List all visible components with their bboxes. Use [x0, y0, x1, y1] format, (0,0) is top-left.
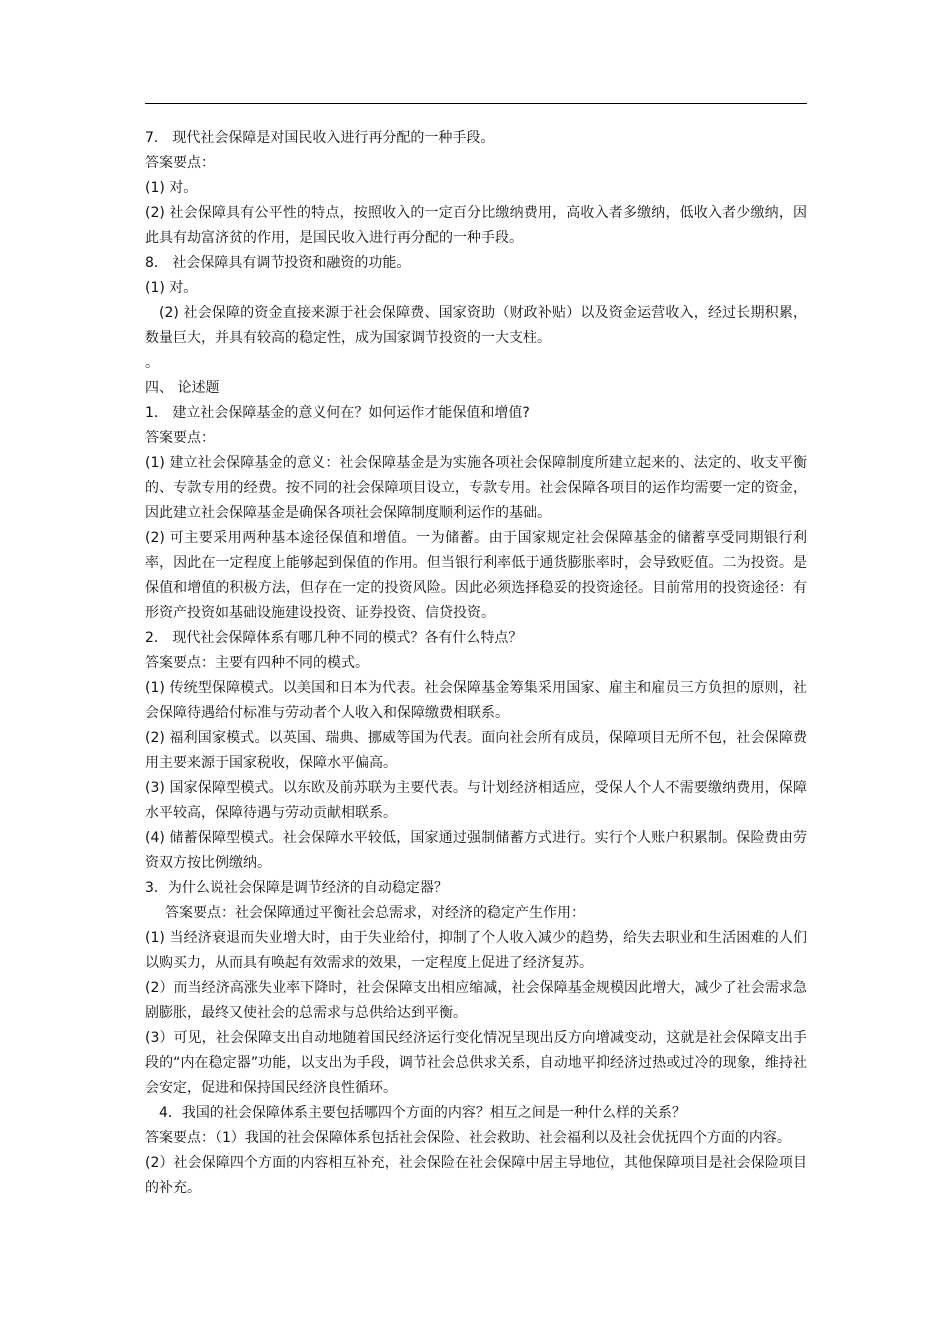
answer-point: (2) 社会保障具有公平性的特点，按照收入的一定百分比缴纳费用，高收入者多缴纳，低收入者少缴纳，因此具有劫富济贫的作用，是国民收入进行再分配的一种手段。 — [145, 205, 807, 246]
answer-point: (1) 传统型保障模式。以美国和日本为代表。社会保障基金筹集采用国家、雇主和雇员三方负担的原则，社会保障待遇给付标准与劳动者个人收入和保障缴费相联系。 — [145, 680, 807, 721]
section-heading: 四、 论述题 — [145, 380, 220, 396]
answer-point: (1) 当经济衰退而失业增大时，由于失业给付，抑制了个人收入减少的趋势，给失去职业和生活困难的人们以购买力，从而具有唤起有效需求的效果，一定程度上促进了经济复苏。 — [145, 930, 807, 971]
answer-point: (1) 建立社会保障基金的意义：社会保障基金是为实施各项社会保障制度所建立起来的、法定的、收支平衡的、专款专用的经费。按不同的社会保障项目设立，专款专用。社会保障各项目的运作均需要一定的资金，因此建立社会保障基金是确保各项社会保障制度顺利运作的基础。 — [145, 455, 807, 521]
answer-heading: 答案要点： — [145, 155, 215, 171]
answer-point: (2）而当经济高涨失业率下降时，社会保障支出相应缩减，社会保障基金规模因此增大，减少了社会需求急剧膨胀，最终又使社会的总需求与总供给达到平衡。 — [145, 980, 807, 1021]
answer-point: (4) 储蓄保障型模式。社会保障水平较低，国家通过强制储蓄方式进行。实行个人账户积累制。保险费由劳资双方按比例缴纳。 — [145, 830, 807, 871]
answer-heading: 答案要点： — [145, 430, 215, 446]
answer-point: (2) 福利国家模式。以英国、瑞典、挪威等国为代表。面向社会所有成员，保障项目无所不包，社会保障费用主要来源于国家税收，保障水平偏高。 — [145, 730, 807, 771]
answer-point: (1) 对。 — [145, 280, 198, 296]
answer-point: 答案要点：（1）我国的社会保障体系包括社会保险、社会救助、社会福利以及社会优抚四个方面的内容。 — [145, 1130, 791, 1146]
answer-point: (2) 可主要采用两种基本途径保值和增值。一为储蓄。由于国家规定社会保障基金的储蓄享受同期银行利率，因此在一定程度上能够起到保值的作用。但当银行利率低于通货膨胀率时，会导致贬值。二为投资。是保值和增值的积极方法，但存在一定的投资风险。因此必须选择稳妥的投资途径。目前常用的投资途径：有形资产投资如基础设施建设投资、证券投资、信贷投资。 — [145, 530, 807, 621]
essay-question-1: 1． 建立社会保障基金的意义何在？如何运作才能保值和增值? — [145, 405, 530, 421]
question-7: 7． 现代社会保障是对国民收入进行再分配的一种手段。 — [145, 130, 495, 146]
answer-heading: 答案要点：主要有四种不同的模式。 — [145, 655, 369, 671]
document-body — [145, 126, 807, 1201]
answer-point: (3）可见，社会保障支出自动地随着国民经济运行变化情况呈现出反方向增减变动，这就是社会保障支出手段的“内在稳定器”功能，以支出为手段，调节社会总供求关系，自动地平抑经济过热或过冷的现象，维持社会安定，促进和保持国民经济良性循环。 — [145, 1030, 807, 1096]
essay-question-3: 3．为什么说社会保障是调节经济的自动稳定器？ — [145, 880, 448, 896]
answer-heading: 答案要点：社会保障通过平衡社会总需求，对经济的稳定产生作用： — [165, 905, 585, 921]
essay-question-2: 2． 现代社会保障体系有哪几种不同的模式？各有什么特点？ — [145, 630, 523, 646]
answer-point: (2) 社会保障的资金直接来源于社会保障费、国家资助（财政补贴）以及资金运营收入，经过长期积累，数量巨大，并具有较高的稳定性，成为国家调节投资的一大支柱。 — [145, 305, 807, 346]
answer-point: (3) 国家保障型模式。以东欧及前苏联为主要代表。与计划经济相适应，受保人个人不需要缴纳费用，保障水平较高，保障待遇与劳动贡献相联系。 — [145, 780, 807, 821]
answer-point: (1) 对。 — [145, 180, 198, 196]
essay-question-4: 4．我国的社会保障体系主要包括哪四个方面的内容？相互之间是一种什么样的关系？ — [159, 1105, 686, 1121]
header-rule — [145, 103, 807, 104]
question-8: 8． 社会保障具有调节投资和融资的功能。 — [145, 255, 411, 271]
answer-point: (2）社会保障四个方面的内容相互补充，社会保险在社会保障中居主导地位，其他保障项目是社会保险项目的补充。 — [145, 1155, 807, 1196]
stray-punctuation: 。 — [145, 355, 159, 371]
